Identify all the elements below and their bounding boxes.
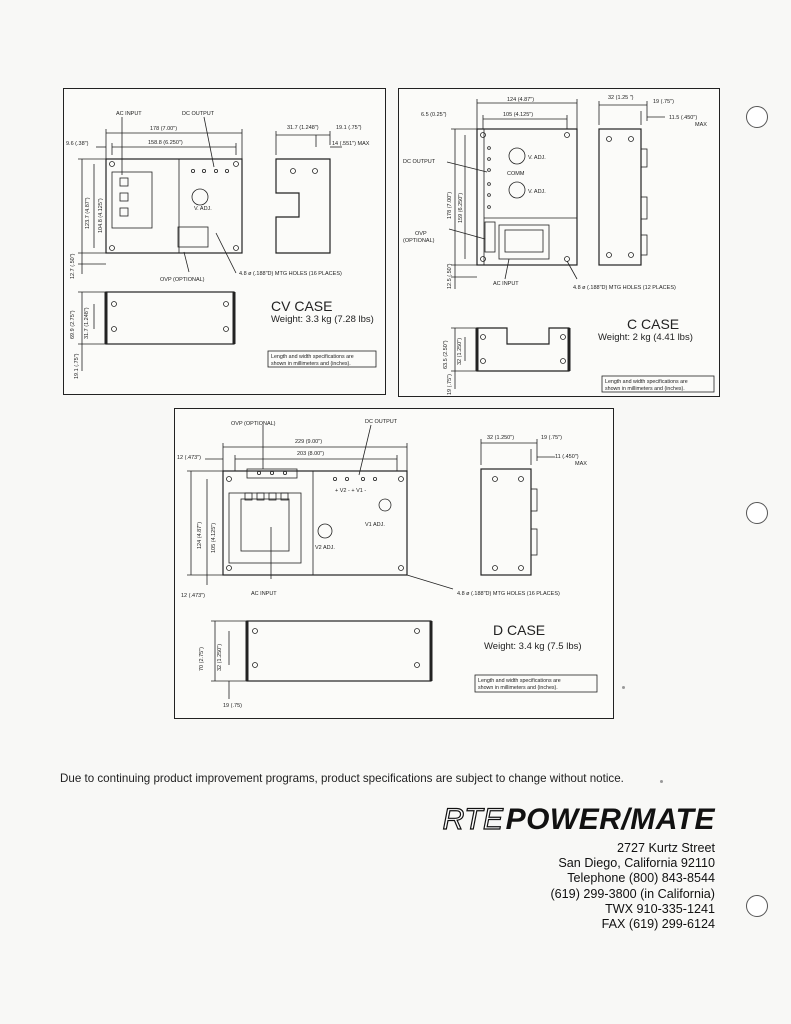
c-case-panel	[398, 88, 720, 397]
cv-note-box	[268, 351, 376, 367]
d-v1adj-label: V1 ADJ.	[365, 522, 385, 528]
d-ac-input-label: AC INPUT	[251, 591, 277, 597]
c-comm-label: COMM	[507, 171, 525, 177]
company-logo	[443, 803, 715, 837]
c-optional-label: (OPTIONAL)	[403, 238, 435, 244]
c-bottom-offset: 12.5 (.50")	[447, 263, 453, 289]
cv-side-view	[106, 292, 234, 344]
d-depth: 32 (1.250")	[487, 435, 515, 441]
d-top-view-body	[223, 471, 407, 575]
c-vadj-label-2: V. ADJ.	[528, 189, 546, 195]
d-v1adj-pot	[379, 499, 391, 511]
d-bottom-offset: 12 (.473")	[181, 593, 205, 599]
cv-overall-width: 178 (7.00")	[150, 126, 178, 132]
d-case-drawing	[175, 409, 615, 720]
binder-hole-top	[746, 106, 768, 128]
cv-hole-spacing: 158.8 (6.250")	[148, 140, 183, 146]
c-case-drawing	[399, 89, 721, 398]
d-note-box	[475, 675, 597, 692]
d-height-holes: 105 (4.125")	[211, 522, 217, 553]
c-max-note: 11.5 (.450")	[669, 115, 698, 121]
d-case-title: D CASE	[493, 622, 546, 638]
cv-top-view-body	[106, 159, 242, 253]
binder-hole-middle	[746, 502, 768, 524]
cv-max-note: 14 (.551") MAX	[332, 141, 370, 147]
c-hole-spacing: 105 (4.125")	[503, 112, 534, 118]
address-street: 2727 Kurtz Street	[616, 841, 715, 855]
cv-dc-output-label: DC OUTPUT	[182, 111, 215, 117]
d-side-bottom: 19 (.75)	[223, 703, 242, 709]
d-ovp-label: OVP (OPTIONAL)	[231, 421, 276, 427]
cv-case-title: CV CASE	[271, 298, 333, 314]
c-mtg-holes: 4.8 ø (.188"D) MTG HOLES (12 PLACES)	[573, 285, 676, 291]
c-height-holes: 159 (6.250")	[458, 192, 464, 223]
company-address	[550, 841, 715, 932]
c-vadj-pot-1	[509, 148, 525, 164]
d-note-line2: shown in millimeters and (inches).	[478, 685, 558, 691]
c-end-view	[599, 129, 641, 265]
logo-rte: RTE	[442, 803, 504, 836]
address-city: San Diego, California 92110	[558, 856, 715, 871]
d-max-note: 11 (.450")	[555, 454, 579, 460]
c-case-weight: Weight: 2 kg (4.41 lbs)	[598, 332, 693, 343]
cv-case-panel	[63, 88, 386, 395]
c-note-line1: Length and width specifications are	[605, 379, 688, 385]
c-side-bottom: 19 (.75")	[447, 374, 453, 395]
cv-vadj-pot	[192, 189, 208, 205]
address-fax: FAX (619) 299-6124	[601, 917, 715, 932]
c-max: MAX	[695, 122, 707, 128]
d-case-panel	[174, 408, 614, 719]
d-case-weight: Weight: 3.4 kg (7.5 lbs)	[484, 641, 582, 652]
change-notice: Due to continuing product improvement programs, product specifications are subject to change without notice.	[60, 772, 624, 785]
cv-left-offset: 9.6 (.38")	[66, 141, 89, 147]
cv-bottom-offset: 12.7 (.50")	[70, 253, 76, 279]
d-side-height: 70 (2.75")	[199, 647, 205, 671]
scan-speck	[660, 780, 663, 783]
c-top-view-body	[477, 129, 577, 265]
cv-side-height: 69.9 (2.75")	[70, 310, 76, 339]
d-ovp-block	[247, 469, 297, 478]
d-side-view	[247, 621, 431, 681]
d-voltage-terminals: + V2 - + V1 -	[335, 488, 367, 494]
d-end-view	[481, 469, 531, 575]
d-v2adj-pot	[318, 524, 332, 538]
cv-depth: 31.7 (1.248")	[287, 125, 319, 131]
c-note-box	[602, 376, 714, 392]
c-height-overall: 178 (7.00")	[447, 191, 453, 219]
cv-ac-input-label: AC INPUT	[116, 111, 142, 117]
d-height-overall: 124 (4.87")	[197, 521, 203, 549]
c-ovp-block	[485, 222, 495, 252]
d-dc-output-label: DC OUTPUT	[365, 419, 398, 425]
c-depth: 32 (1.25 ")	[608, 95, 634, 101]
address-telephone: Telephone (800) 843-8544	[567, 871, 715, 886]
scan-speck	[622, 686, 625, 689]
cv-side-holes: 31.7 (1.248")	[84, 307, 90, 339]
cv-mtg-holes: 4.8 ø (.188"D) MTG HOLES (16 PLACES)	[239, 271, 342, 277]
c-ovp-label: OVP	[415, 231, 427, 237]
d-side-holes: 32 (1.250")	[217, 643, 223, 671]
cv-side-bottom: 19.1 (.75")	[74, 353, 80, 379]
c-left-offset: 6.5 (0.25")	[421, 112, 447, 118]
address-twx: TWX 910-335-1241	[605, 901, 715, 916]
d-note-line1: Length and width specifications are	[478, 678, 561, 684]
d-max: MAX	[575, 461, 587, 467]
cv-case-weight: Weight: 3.3 kg (7.28 lbs)	[271, 314, 374, 325]
c-note-line2: shown in millimeters and (inches).	[605, 386, 685, 392]
c-ac-input-label: AC INPUT	[493, 281, 519, 287]
cv-case-drawing	[64, 89, 387, 396]
cv-vadj-label: V. ADJ.	[194, 206, 212, 212]
c-side-view	[477, 328, 569, 371]
c-side-holes: 32 (1.250")	[457, 337, 463, 365]
cv-note-line1: Length and width specifications are	[271, 354, 354, 360]
d-v2adj-label: V2 ADJ.	[315, 545, 335, 551]
cv-transformer	[112, 172, 152, 228]
d-left-offset: 12 (.473")	[177, 455, 201, 461]
c-dc-output-label: DC OUTPUT	[403, 159, 436, 165]
c-side-height: 63.5 (2.50")	[443, 340, 449, 369]
cv-height-overall: 123.7 (4.87")	[85, 197, 91, 229]
cv-flange: 19.1 (.75")	[336, 125, 362, 131]
d-flange: 19 (.75")	[541, 435, 562, 441]
cv-ovp-label: OVP (OPTIONAL)	[160, 277, 205, 283]
d-mtg-holes: 4.8 ø (.188"D) MTG HOLES (16 PLACES)	[457, 591, 560, 597]
binder-hole-bottom	[746, 895, 768, 917]
logo-powermate: POWER/MATE	[505, 803, 715, 836]
d-transformer	[229, 493, 301, 563]
c-vadj-label-1: V. ADJ.	[528, 155, 546, 161]
address-telephone-ca: (619) 299-3800 (in California)	[550, 886, 715, 901]
d-hole-spacing: 203 (8.00")	[297, 451, 325, 457]
c-overall-width: 124 (4.87")	[507, 97, 535, 103]
cv-note-line2: shown in millimeters and (inches).	[271, 361, 351, 367]
cv-end-view	[276, 159, 330, 253]
c-flange: 19 (.75")	[653, 99, 674, 105]
c-case-title: C CASE	[627, 316, 680, 332]
d-overall-width: 229 (9.00")	[295, 439, 323, 445]
cv-ovp-block	[178, 227, 208, 247]
cv-height-holes: 104.8 (4.125")	[98, 198, 104, 233]
c-vadj-pot-2	[509, 182, 525, 198]
